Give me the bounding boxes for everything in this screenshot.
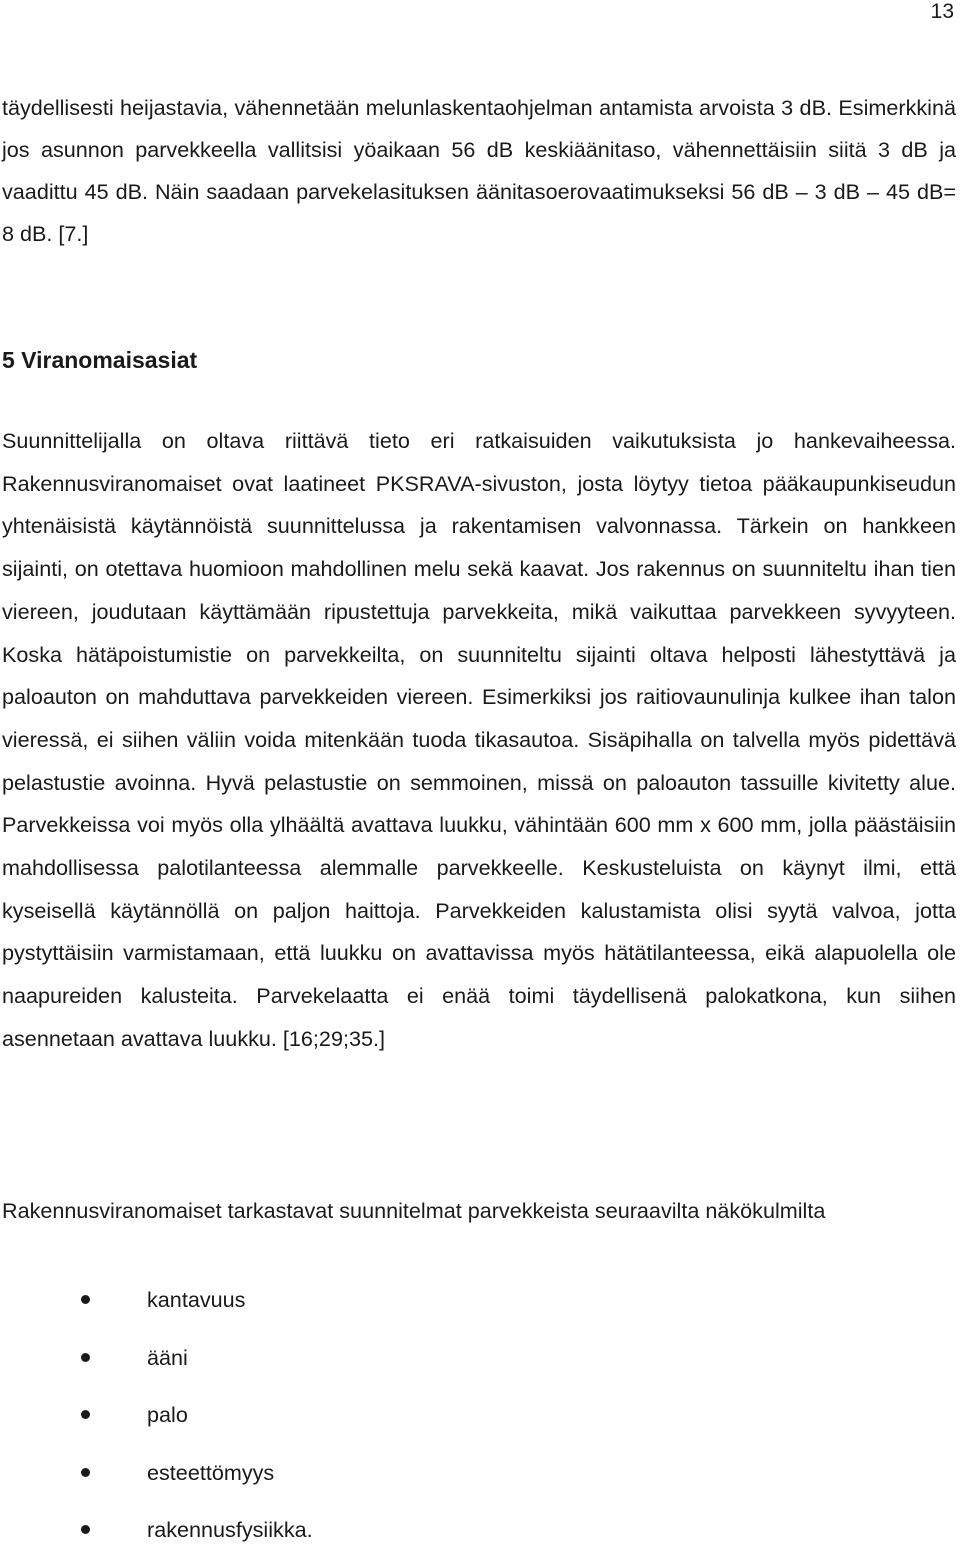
list-item [0, 1280, 313, 1338]
section-body-paragraph: Suunnittelijalla on oltava riittävä tieto eri ratkaisuiden vaikutuksista jo hankevaiheessa. Rakennusviranomaiset ovat laatineet PKSRAVA-sivuston, josta löytyy tietoa pääkaupunkiseudun yhtenäisistä käytännöistä suunnittelussa ja rakentamisen valvonnassa. Tärkein on hankkeen sijainti, on otettava huomioon mahdollinen melu sekä kaavat. Jos rakennus on suunniteltu ihan tien viereen, joudutaan käyttämään ripustettuja parvekkeita, mikä vaikuttaa parvekkeen syvyyteen. Koska hätäpoistumistie on parvekkeilta, on suunniteltu sijainti oltava helposti lähestyttävä ja paloauton on mahduttava parvekkeiden viereen. Esimerkiksi jos raitiovaunulinja kulkee ihan talon vieressä, ei siihen väliin voida mitenkään tuoda tikasautoa. Sisäpihalla on talvella myös pidettävä pelastustie avoinna. Hyvä pelastustie on semmoinen, missä on paloauton tassuille kivitetty alue. Parvekkeissa voi myös olla ylhäältä avattava luukku, vähintään 600 mm x 600 mm, jolla päästäisiin mahdollisessa palotilanteessa alemmalle parvekkeelle. Keskusteluista on käynyt ilmi, että kyseisellä käytännöllä on paljon haittoja. Parvekkeiden kalustamista olisi syytä valvoa, jotta pystyttäisiin varmistamaan, että luukku on avattavissa myös hätätilanteessa, eikä alapuolella ole naapureiden kalusteita. Parvekelaatta ei enää toimi täydellisenä palokatkona, kun siihen asennetaan avattava luukku. [16;29;35.] [2, 428, 956, 1051]
list-item-label: ääni [147, 1344, 188, 1370]
intro-paragraph: täydellisesti heijastavia, vähennetään melunlaskentaohjelman antamista arvoista 3 dB. Esimerkkinä jos asunnon parvekkeella vallitsisi yöaikaan 56 dB keskiäänitaso, vähennettäisiin siitä 3 dB ja vaadittu 45 dB. Näin saadaan parvekelasituksen äänitasoerovaatimukseksi 56 dB – 3 dB – 45 dB= 8 dB. [7.] [2, 95, 956, 246]
criteria-list [0, 1280, 313, 1568]
page-number: 13 [930, 0, 954, 23]
list-item-label: kantavuus [147, 1287, 246, 1312]
list-intro-paragraph: Rakennusviranomaiset tarkastavat suunnitelmat parvekkeista seuraavilta näkökulmilta [2, 1198, 826, 1223]
bullet-icon [81, 1410, 90, 1419]
bullet-icon [81, 1468, 90, 1477]
bullet-icon [81, 1353, 90, 1362]
list-item-label: rakennusfysiikka. [147, 1517, 313, 1542]
list-item-label: palo [147, 1402, 188, 1427]
list-item [0, 1453, 313, 1511]
section-heading: 5 Viranomaisasiat [2, 347, 198, 373]
bullet-icon [81, 1525, 90, 1534]
list-item [0, 1338, 313, 1396]
list-item-label: esteettömyys [147, 1459, 275, 1485]
list-item [0, 1510, 313, 1568]
bullet-icon [81, 1295, 90, 1304]
list-item [0, 1395, 313, 1453]
